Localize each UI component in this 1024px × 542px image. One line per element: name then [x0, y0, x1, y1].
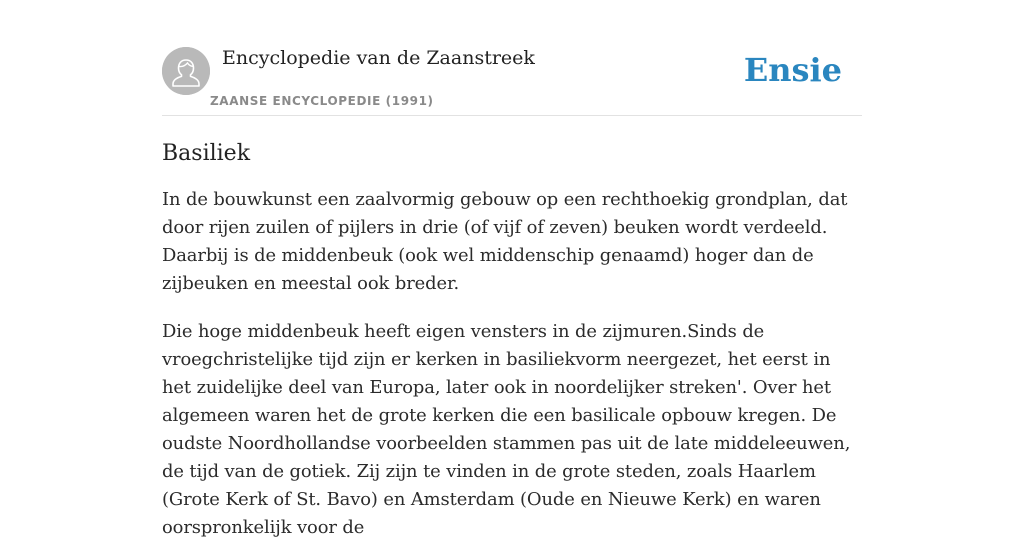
article-paragraph-1: In de bouwkunst een zaalvormig gebouw op een rechthoekig grondplan, dat door rijen zuilen of pijlers in drie (of vijf of zeven) beuken wordt verdeeld. Daarbij is de middenbeuk (ook wel middenschip genaamd) hoger dan de zijbeuken en meestal ook breder. [162, 189, 848, 294]
source-subtitle: ZAANSE ENCYCLOPEDIE (1991) [210, 94, 434, 108]
avatar[interactable] [162, 47, 210, 95]
article-title: Basiliek [162, 141, 251, 166]
ensie-logo-link[interactable]: Ensie [743, 51, 842, 89]
source-title[interactable]: Encyclopedie van de Zaanstreek [222, 47, 535, 69]
article-paragraph-2: Die hoge middenbeuk heeft eigen vensters in de zijmuren.Sinds de vroegchristelijke tijd zijn er kerken in basiliekvorm neergezet, het eerst in het zuidelijke deel van Europa, later ook in noordelijker streken'. Over het algemeen waren het de grote kerken die een basilicale opbouw kregen. De oudste Noordhollandse voorbeelden stammen pas uit de late middeleeuwen, de tijd van de gotiek. Zij zijn te vinden in de grote steden, zoals Haarlem (Grote Kerk of St. Bavo) en Amsterdam (Oude en Nieuwe Kerk) en waren oorspronkelijk voor de [162, 321, 851, 538]
user-silhouette-icon [162, 47, 210, 95]
article [162, 136, 862, 542]
source-header [162, 44, 862, 116]
